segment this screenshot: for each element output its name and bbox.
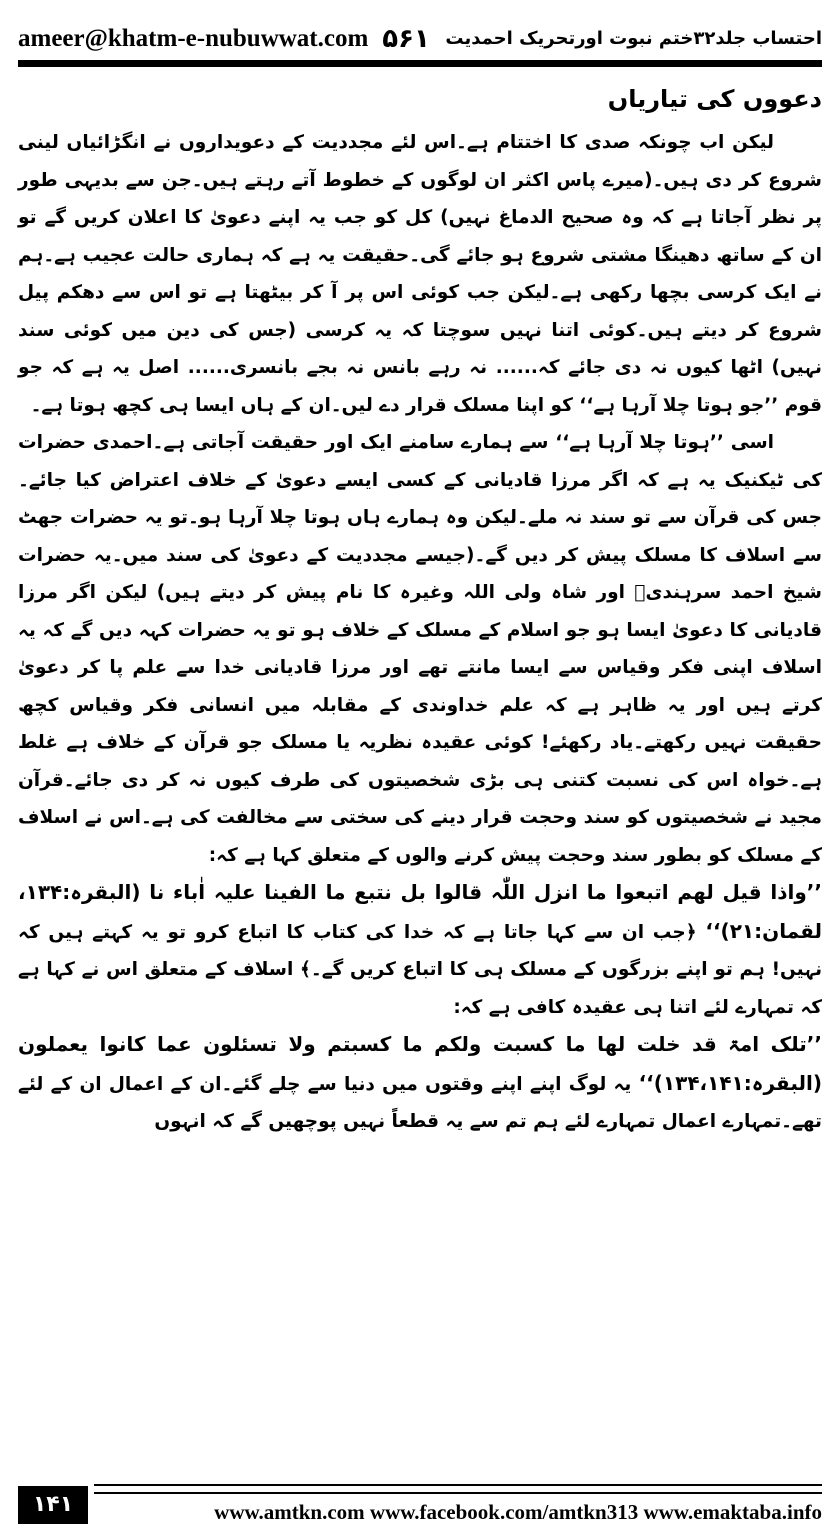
header-email[interactable]: ameer@khatm-e-nubuwwat.com: [18, 25, 369, 52]
footer-right: [88, 1484, 822, 1526]
header-rule: [18, 60, 822, 67]
footer-rule: [94, 1484, 822, 1494]
quran-quote-1: ’’واذا قیل لھم اتبعوا ما انزل اللّٰہ قالوا بل نتبع ما الفینا علیہ اٰباء نا (البقرہ:۱۳۴، لقمان:۲۱)‘‘: [18, 880, 823, 943]
quote-2-translation: یہ لوگ اپنے اپنے وقتوں میں دنیا سے چلے گئے۔ان کے اعمال ان کے لئے تھے۔تمہارے اعمال تمہارے لئے ہم تم سے یہ قطعاً نہیں پوچھیں گے کہ انہوں: [18, 1073, 822, 1132]
header-book-title: احتساب جلد۳۲ختم نبوت اورتحریک احمدیت: [445, 28, 822, 49]
header-page-number: ۵۶۱: [382, 24, 430, 54]
quran-quote-2: ’’تلک امۃ قد خلت لھا ما کسبت ولکم ما کسبتم ولا تسئلون عما کانوا یعملون (البقرہ:۱۳۴،۱۴۱)‘‘: [18, 1032, 822, 1095]
header-left-group: [18, 24, 430, 54]
footer-page-number: ۱۴۱: [18, 1486, 88, 1524]
footer-links[interactable]: www.amtkn.com www.facebook.com/amtkn313 www.emaktaba.info: [214, 1500, 822, 1524]
page-footer: [18, 1484, 822, 1526]
document-page: [18, 14, 822, 1526]
quote-block-1: ’’واذا قیل لھم اتبعوا ما انزل اللّٰہ قالوا بل نتبع ما الفینا علیہ اٰباء نا (البقرہ:۱۳۴، لقمان:۲۱)‘‘ ﴿جب ان سے کہا جاتا ہے کہ خدا کی کتاب کا اتباع کرو تو یہ کہتے ہیں کہ نہیں! ہم تو اپنے بزرگوں کے مسلک ہی کا اتباع کریں گے۔﴾ اسلاف کے متعلق اس نے کہا ہے کہ تمہارے لئے اتنا ہی عقیدہ کافی ہے کہ:: [18, 880, 823, 1018]
quote-block-2: [18, 1026, 822, 1141]
section-heading: دعووں کی تیاریاں: [607, 85, 822, 113]
bridge-text: اسلاف کے متعلق اس نے کہا ہے کہ تمہارے لئے اتنا ہی عقیدہ کافی ہے کہ:: [18, 959, 822, 1018]
paragraph-2: اسی ’’ہوتا چلا آرہا ہے‘‘ سے ہمارے سامنے ایک اور حقیقت آجاتی ہے۔احمدی حضرات کی ٹیکنیک یہ ہے کہ اگر مرزا قادیانی کے کسی ایسے دعویٰ کے خلاف اعتراض کیا جائے۔جس کی قرآن سے تو سند نہ ملے۔لیکن وہ ہمارے ہاں ہوتا چلا آرہا ہو۔تو یہ حضرات جھٹ سے اسلاف کا مسلک پیش کر دیں گے۔(جیسے مجددیت کے دعویٰ کی سند میں۔یہ حضرات شیخ احمد سرہندیؒ اور شاہ ولی اللہ وغیرہ کا نام پیش کر دیتے ہیں) لیکن اگر مرزا قادیانی کا دعویٰ ایسا ہو جو اسلام کے مسلک کے خلاف ہو تو یہ حضرات کہہ دیں گے کہ یہ اسلاف اپنی فکر وقیاس سے ایسا مانتے تھے اور مرزا قادیانی خدا سے علم پا کر دعویٰ کرتے ہیں اور یہ ظاہر ہے کہ علم خداوندی کے مقابلہ میں انسانی فکر وقیاس کچھ حقیقت نہیں رکھتے۔یاد رکھئے! کوئی عقیدہ نظریہ یا مسلک جو قرآن کے خلاف ہے غلط ہے۔خواہ اس کی نسبت کتنی ہی بڑی شخصیتوں کی طرف کیوں نہ کر دی جائے۔قرآن مجید نے شخصیتوں کو سند وحجت قرار دینے کی سختی سے مخالفت کی ہے۔اس نے اسلاف کے مسلک کو بطور سند وحجت پیش کرنے والوں کے متعلق کہا ہے کہ:: [18, 432, 822, 866]
body-text: [18, 74, 822, 1141]
quote-1-translation: جب ان سے کہا جاتا ہے کہ خدا کی کتاب کا اتباع کرو تو یہ کہتے ہیں کہ نہیں! ہم تو اپنے بزرگوں کے مسلک ہی کا اتباع کریں گے۔: [18, 921, 823, 980]
page-header: [18, 14, 822, 54]
paragraph-1: لیکن اب چونکہ صدی کا اختتام ہے۔اس لئے مجددیت کے دعویداروں نے انگڑائیاں لینی شروع کر دی ہیں۔(میرے پاس اکثر ان لوگوں کے خطوط آتے رہتے ہیں۔جن سے بدیہی طور پر نظر آجاتا ہے کہ وہ صحیح الدماغ نہیں) کل کو جب یہ اپنے دعویٰ کا اعلان کریں گے تو ان کے ساتھ دھینگا مشتی شروع ہو جائے گی۔حقیقت یہ ہے کہ ہماری حالت عجیب ہے۔ہم نے ایک کرسی بچھا رکھی ہے۔لیکن جب کوئی اس پر آ کر بیٹھتا ہے تو اس سے دھکم پیل شروع کر دیتے ہیں۔کوئی اتنا نہیں سوچتا کہ یہ کرسی (جس کی دین میں کوئی سند نہیں) اٹھا کیوں نہ دی جائے کہ...... نہ رہے بانس نہ بجے بانسری...... اصل یہ ہے کہ جو قوم ’’جو ہوتا چلا آرہا ہے‘‘ کو اپنا مسلک قرار دے لیں۔ان کے ہاں ایسا ہی کچھ ہوتا ہے۔: [18, 132, 822, 416]
